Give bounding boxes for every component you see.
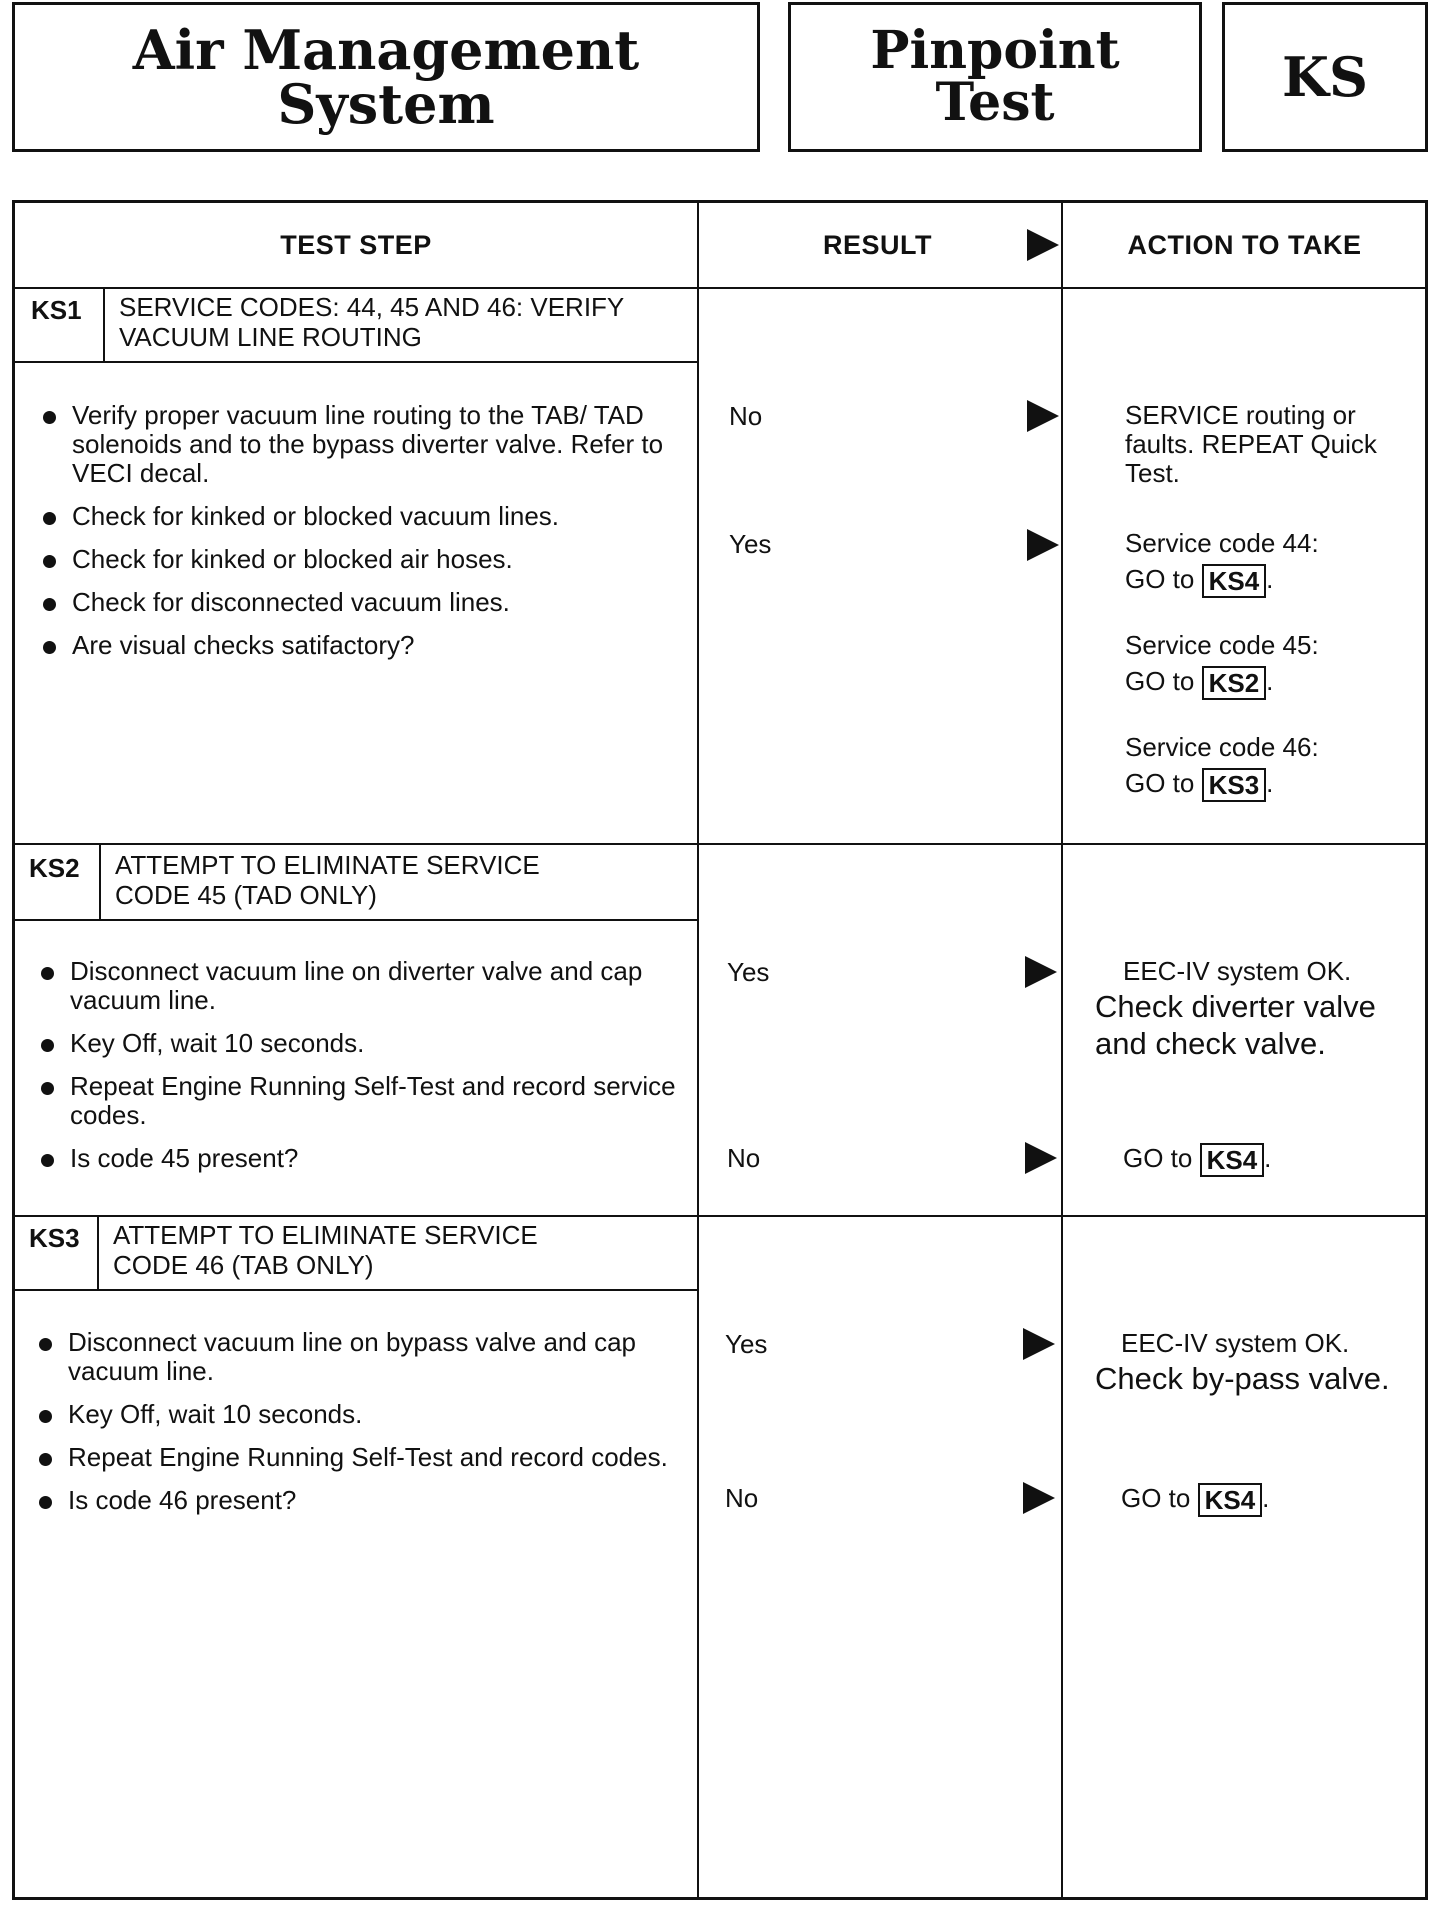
checklist-item: Verify proper vacuum line routing to the TAB/ TAD solenoids and to the bypass diverter valve. Refer to VECI decal. xyxy=(41,401,681,488)
checklist-item: Is code 45 present? xyxy=(39,1144,679,1173)
step-title-line: VACUUM LINE ROUTING xyxy=(119,322,422,352)
step-id-divider xyxy=(97,1215,99,1289)
header-divider xyxy=(15,287,1425,289)
step-id-divider xyxy=(103,287,105,361)
action-system-ok xyxy=(1095,957,1376,1062)
goto-ks2-link[interactable]: KS2 xyxy=(1202,666,1267,700)
result-yes: Yes xyxy=(729,529,772,559)
goto-suffix: . xyxy=(1262,1482,1270,1513)
action-goto xyxy=(1121,1483,1269,1517)
step-title-divider xyxy=(15,919,697,921)
result-arrow-icon xyxy=(1023,1482,1055,1514)
step-title xyxy=(119,292,624,352)
step-title-divider xyxy=(15,1289,697,1291)
goto-suffix: . xyxy=(1266,767,1274,798)
step-checklist xyxy=(41,401,681,660)
step-divider xyxy=(15,843,1425,845)
service-code-label: Service code 45: xyxy=(1125,630,1319,660)
pinpoint-label: Pinpoint xyxy=(870,20,1120,81)
action-service-routing xyxy=(1125,401,1377,488)
goto-text: GO to xyxy=(1125,767,1195,798)
step-title-line: CODE 46 (TAB ONLY) xyxy=(113,1250,374,1280)
result-no: No xyxy=(727,1143,761,1173)
result-header xyxy=(697,203,1061,287)
step-title-line: SERVICE CODES: 44, 45 AND 46: VERIFY xyxy=(119,292,625,322)
checklist-item: Key Off, wait 10 seconds. xyxy=(39,1029,679,1058)
checklist-item: Check for kinked or blocked air hoses. xyxy=(41,545,681,574)
goto-suffix: . xyxy=(1266,665,1274,696)
goto-ks3-link[interactable]: KS3 xyxy=(1202,768,1267,802)
step-title xyxy=(113,1220,538,1280)
step-title-line: ATTEMPT TO ELIMINATE SERVICE xyxy=(115,850,540,880)
step-title-line: ATTEMPT TO ELIMINATE SERVICE xyxy=(113,1220,538,1250)
action-note: Check diverter valve xyxy=(1095,989,1376,1024)
goto-text: GO to xyxy=(1123,1142,1193,1173)
step-id-divider xyxy=(99,843,101,919)
result-arrow-icon xyxy=(1025,956,1057,988)
goto-suffix: . xyxy=(1264,1142,1272,1173)
action-service-code-46 xyxy=(1125,733,1319,802)
result-header-arrow-icon xyxy=(1027,229,1059,261)
checklist-item: Is code 46 present? xyxy=(37,1486,677,1515)
step-checklist xyxy=(37,1328,677,1515)
result-arrow-icon xyxy=(1025,1142,1057,1174)
step-divider xyxy=(15,1215,1425,1217)
test-label: Test xyxy=(935,72,1055,133)
result-arrow-icon xyxy=(1027,400,1059,432)
test-code-box xyxy=(1222,2,1428,152)
goto-ks4-link[interactable]: KS4 xyxy=(1198,1483,1263,1517)
goto-suffix: . xyxy=(1266,563,1274,594)
action-line: Test. xyxy=(1125,458,1180,488)
action-system-ok xyxy=(1095,1329,1390,1397)
action-service-code-44 xyxy=(1125,529,1319,598)
goto-text: GO to xyxy=(1125,665,1195,696)
result-header-label: RESULT xyxy=(823,229,932,260)
checklist-item: Disconnect vacuum line on bypass valve and cap vacuum line. xyxy=(37,1328,677,1386)
action-note: and check valve. xyxy=(1095,1026,1326,1061)
action-line: faults. REPEAT Quick xyxy=(1125,429,1377,459)
test-code: KS xyxy=(1282,45,1368,109)
checklist-item: Check for disconnected vacuum lines. xyxy=(41,588,681,617)
step-title-line: CODE 45 (TAD ONLY) xyxy=(115,880,377,910)
result-arrow-icon xyxy=(1023,1328,1055,1360)
result-no: No xyxy=(725,1483,759,1513)
step-title-divider xyxy=(15,361,697,363)
step-id: KS2 xyxy=(29,853,80,883)
action-line: EEC-IV system OK. xyxy=(1121,1328,1350,1358)
step-id: KS3 xyxy=(29,1223,80,1253)
column-divider xyxy=(1061,203,1063,1897)
checklist-item: Check for kinked or blocked vacuum lines. xyxy=(41,502,681,531)
result-yes: Yes xyxy=(725,1329,768,1359)
goto-ks4-link[interactable]: KS4 xyxy=(1200,1143,1265,1177)
checklist-item: Disconnect vacuum line on diverter valve and cap vacuum line. xyxy=(39,957,679,1015)
checklist-item: Repeat Engine Running Self-Test and record codes. xyxy=(37,1443,677,1472)
document-title: Air Management System xyxy=(132,18,640,136)
result-arrow-icon xyxy=(1027,529,1059,561)
step-id: KS1 xyxy=(31,295,82,325)
service-code-label: Service code 46: xyxy=(1125,732,1319,762)
step-title xyxy=(115,850,540,910)
action-line: SERVICE routing or xyxy=(1125,400,1356,430)
step-checklist xyxy=(39,957,679,1173)
checklist-item: Key Off, wait 10 seconds. xyxy=(37,1400,677,1429)
action-goto xyxy=(1123,1143,1271,1177)
goto-text: GO to xyxy=(1125,563,1195,594)
goto-text: GO to xyxy=(1121,1482,1191,1513)
document-title-box xyxy=(12,2,760,152)
column-divider xyxy=(697,203,699,1897)
action-header: ACTION TO TAKE xyxy=(1127,229,1362,260)
service-code-label: Service code 44: xyxy=(1125,528,1319,558)
goto-ks4-link[interactable]: KS4 xyxy=(1202,564,1267,598)
pinpoint-test-box xyxy=(788,2,1202,152)
pinpoint-table xyxy=(12,200,1428,1900)
checklist-item: Are visual checks satifactory? xyxy=(41,631,681,660)
action-service-code-45 xyxy=(1125,631,1319,700)
result-yes: Yes xyxy=(727,957,770,987)
checklist-item: Repeat Engine Running Self-Test and record service codes. xyxy=(39,1072,679,1130)
test-step-header: TEST STEP xyxy=(280,229,432,260)
action-note: Check by-pass valve. xyxy=(1095,1361,1390,1396)
result-no: No xyxy=(729,401,763,431)
action-line: EEC-IV system OK. xyxy=(1123,956,1352,986)
